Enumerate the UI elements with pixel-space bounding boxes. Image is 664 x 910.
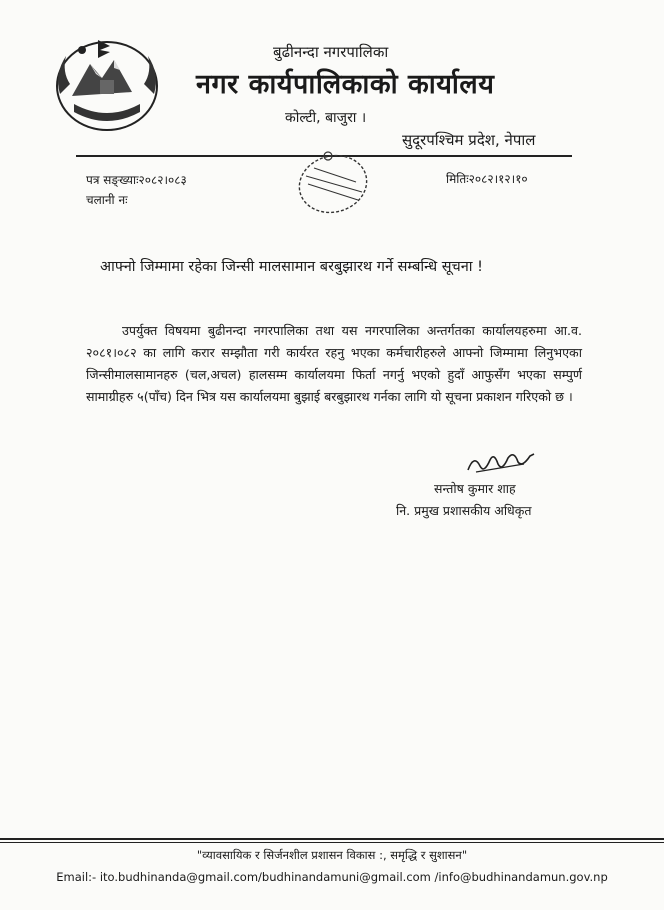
footer-divider <box>0 838 664 840</box>
government-emblem <box>52 34 162 134</box>
office-stamp <box>292 146 374 218</box>
office-location: कोल्टी, बाजुरा । <box>285 110 367 126</box>
handwritten-signature <box>464 448 538 476</box>
footer-motto: "व्यावसायिक र सिर्जनशील प्रशासन विकास :, समृद्धि र सुशासन" <box>196 848 468 862</box>
letter-date: मितिः२०८२।१२।१० <box>446 172 528 186</box>
province-name: सुदूरपश्चिम प्रदेश, नेपाल <box>402 131 536 149</box>
signatory-title: नि. प्रमुख प्रशासकीय अधिकृत <box>396 503 532 518</box>
dispatch-number: चलानी नः <box>86 193 128 207</box>
municipality-name: बुढीनन्दा नगरपालिका <box>273 43 389 61</box>
footer-divider-thin <box>0 842 664 843</box>
notice-subject: आफ्नो जिम्मामा रहेका जिन्सी मालसामान बरबुझारथ गर्ने सम्बन्धि सूचना ! <box>100 259 483 275</box>
signatory-name: सन्तोष कुमार शाह <box>434 481 516 496</box>
office-name: नगर कार्यपालिकाको कार्यालय <box>196 69 495 100</box>
footer-emails: Email:- ito.budhinanda@gmail.com/budhinandamuni@gmail.com /info@budhinandamun.gov.np <box>56 870 608 884</box>
notice-body: उपर्युक्त विषयमा बुढीनन्दा नगरपालिका तथा यस नगरपालिका अन्तर्गतका कार्यालयहरुमा आ.व. २०८१।०८२ का लागि करार सम्झौता गरी कार्यरत रहनु भएका कर्मचारीहरुले आफ्नो जिम्मामा लिनुभएका जिन्सीमालसामानहरु (चल,अचल) हालसम्म कार्यालयमा फिर्ता नगर्नु भएको हुदाँ आफुसँग भएका सम्पुर्ण सामाग्रीहरु ५(पाँच) दिन भित्र यस कार्यालयमा बुझाई बरबुझारथ गर्नका लागि यो सूचना प्रकाशन गरिएको छ । <box>86 323 583 404</box>
reference-block <box>86 170 187 210</box>
letter-number: पत्र सङ्ख्याः२०८२।०८३ <box>86 173 187 187</box>
